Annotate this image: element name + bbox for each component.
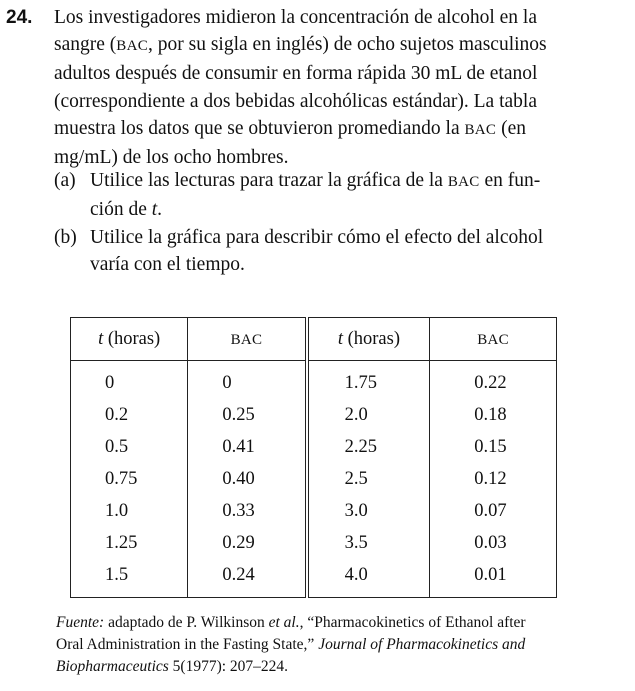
cell-bac: 0.41 [188, 431, 307, 463]
cell-t: 0.2 [71, 399, 188, 431]
cell-t: 3.0 [307, 495, 430, 527]
cell-bac: 0.22 [430, 361, 557, 400]
bac-abbrev: BAC [464, 121, 497, 138]
bac-abbrev: BAC [447, 174, 480, 190]
cell-t: 0 [71, 361, 188, 400]
bac-data-table [70, 317, 557, 598]
part-text: varía con el tiempo. [90, 254, 245, 276]
cell-bac: 0 [188, 361, 307, 400]
table-row [71, 495, 557, 527]
table-row [71, 559, 557, 598]
cell-t: 1.75 [307, 361, 430, 400]
citation-line: Fuente: adaptado de P. Wilkinson et al., “Pharmacokinetics of Ethanol after [56, 614, 526, 631]
cell-t: 1.0 [71, 495, 188, 527]
cell-bac: 0.33 [188, 495, 307, 527]
journal-title: Biopharmaceutics [56, 658, 169, 675]
cell-bac: 0.01 [430, 559, 557, 598]
cell-t: 2.5 [307, 463, 430, 495]
cell-bac: 0.40 [188, 463, 307, 495]
cell-t: 1.5 [71, 559, 188, 598]
citation-line: Oral Administration in the Fasting State,” Journal of Pharmacokinetics and [56, 636, 526, 653]
part-text: Utilice la gráfica para describir cómo el efecto del alcohol [90, 227, 544, 248]
source-citation [56, 612, 626, 678]
header-t: t (horas) [307, 318, 430, 361]
statement-line: (correspondiente a dos bebidas alcohólicas estándar). La tabla [54, 90, 537, 112]
cell-bac: 0.18 [430, 399, 557, 431]
cell-t: 2.25 [307, 431, 430, 463]
cell-t: 4.0 [307, 559, 430, 598]
citation-line: Biopharmaceutics 5(1977): 207–224. [56, 658, 289, 675]
table-row [71, 527, 557, 559]
cell-t: 2.0 [307, 399, 430, 431]
part-text: ción de t. [90, 199, 163, 221]
part-b [54, 224, 624, 278]
cell-bac: 0.25 [188, 399, 307, 431]
cell-bac: 0.03 [430, 527, 557, 559]
cell-t: 0.5 [71, 431, 188, 463]
cell-bac: 0.15 [430, 431, 557, 463]
header-bac: BAC [188, 318, 307, 361]
statement-line: sangre (BAC, por su sigla en inglés) de ocho sujetos masculinos [54, 34, 547, 56]
problem-statement [54, 4, 624, 171]
cell-bac: 0.29 [188, 527, 307, 559]
statement-line: adultos después de consumir en forma rápida 30 mL de etanol [54, 63, 538, 85]
header-bac: BAC [430, 318, 557, 361]
cell-t: 0.75 [71, 463, 188, 495]
table-row [71, 361, 557, 400]
journal-title: Journal of Pharmacokinetics and [318, 636, 526, 653]
table-header-row [71, 318, 557, 361]
cell-t: 3.5 [307, 527, 430, 559]
bac-abbrev: BAC [116, 38, 149, 55]
cell-bac: 0.07 [430, 495, 557, 527]
problem-number: 24. [6, 7, 33, 28]
part-a [54, 167, 624, 223]
part-label: (b) [54, 227, 77, 248]
header-t: t (horas) [71, 318, 188, 361]
table-row [71, 463, 557, 495]
variable-t: t [151, 199, 158, 221]
table-row [71, 431, 557, 463]
cell-t: 1.25 [71, 527, 188, 559]
statement-line: Los investigadores midieron la concentración de alcohol en la [54, 7, 537, 28]
statement-line: muestra los datos que se obtuvieron promediando la BAC (en [54, 117, 527, 139]
cell-bac: 0.12 [430, 463, 557, 495]
cell-bac: 0.24 [188, 559, 307, 598]
table-row [71, 399, 557, 431]
part-label: (a) [54, 170, 76, 191]
part-text: Utilice las lecturas para trazar la gráfica de la BAC en fun- [90, 170, 541, 191]
statement-line: mg/mL) de los ocho hombres. [54, 147, 289, 169]
source-label: Fuente: [56, 614, 105, 631]
